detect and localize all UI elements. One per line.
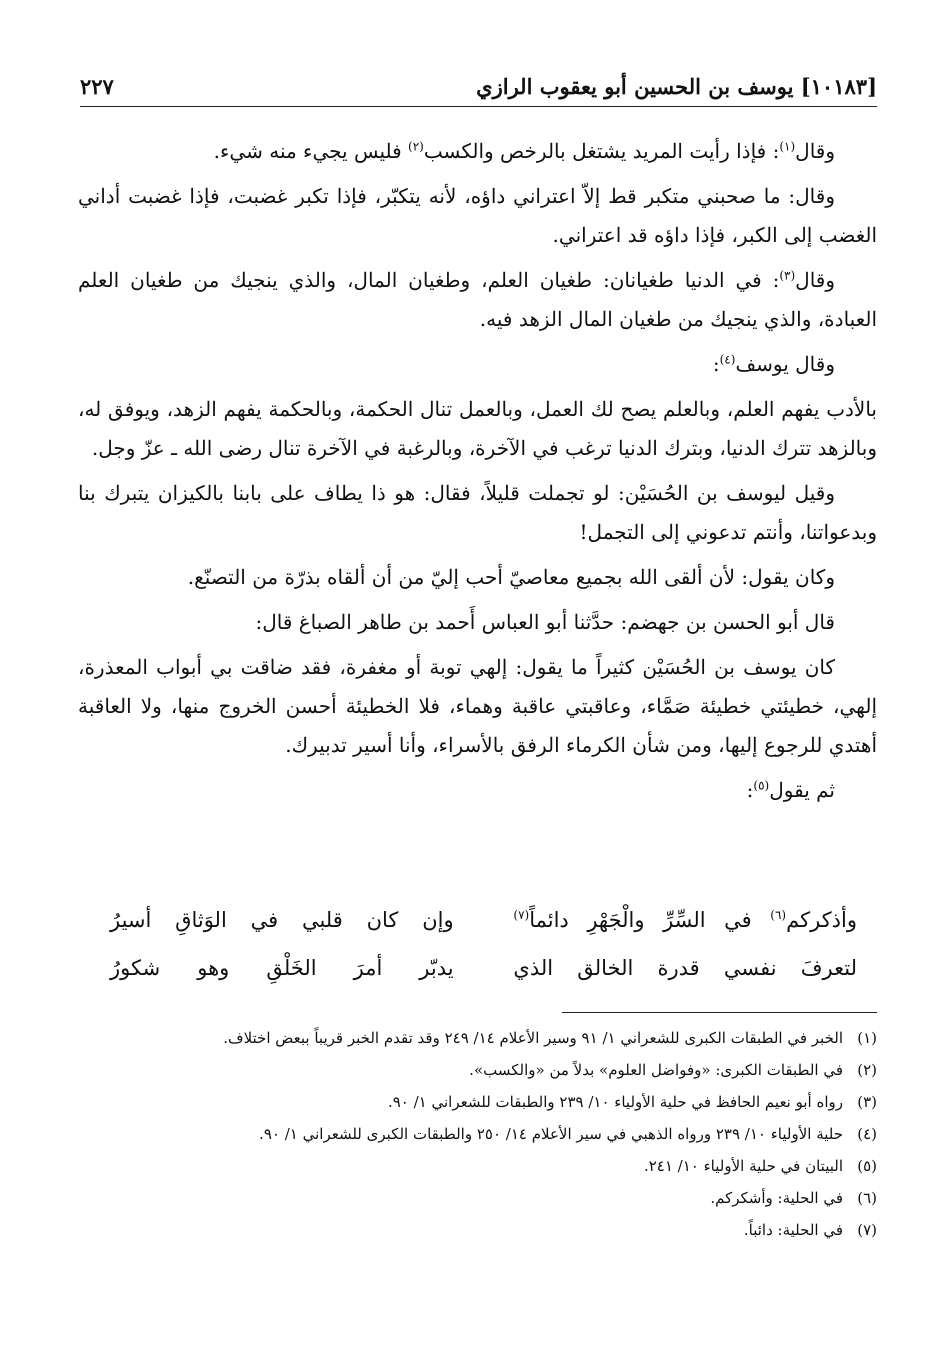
footnote-text: في الطبقات الكبرى: «وفواضل العلوم» بدلاً من «والكسب».: [469, 1061, 843, 1079]
footnote-ref-6: (٦): [770, 908, 787, 922]
paragraph-8: قال أبو الحسن بن جهضم: حدَّثنا أبو العباس أَحمد بن طاهر الصباغ قال:: [255, 610, 835, 634]
footnote-text: الخبر في الطبقات الكبرى للشعراني ١/ ٩١ وسير الأعلام ١٤/ ٢٤٩ وقد تقدم الخبر قريباً ببعض اختلاف.: [223, 1029, 843, 1047]
paragraph-7: وكان يقول: لأن ألقى الله بجميع معاصيّ أحب إليّ من أن ألقاه بذرّة من التصنّع.: [187, 565, 835, 589]
footnote-ref-5: (٥): [753, 778, 770, 793]
page-header: [80, 66, 877, 107]
verse-2-first-hemistich: لتعرفَ نفسي قدرة الخالق الذي: [513, 956, 857, 980]
footnote-text: رواه أبو نعيم الحافظ في حلية الأولياء ١٠/ ٢٣٩ والطبقات للشعراني ١/ ٩٠.: [387, 1093, 843, 1111]
paragraph-1: [78, 132, 877, 171]
text-run: : في الدنيا طغيانان: طغيان العلم، وطغيان المال، والذي ينجيك من طغيان العلم العبادة، والذي ينجيك من طغيان المال الزهد فيه.: [78, 268, 877, 331]
paragraph-6: وقيل ليوسف بن الحُسَيْن: لو تجملت قليلاً، فقال: هو ذا يطاف على بابنا بالكيزان يتبرك بنا وبدعواتنا، وأنتم تدعوني إلى التجمل!: [78, 481, 877, 544]
paragraph-10: [78, 771, 877, 810]
verse-1-first-hemistich: [513, 896, 857, 944]
footnote: [80, 1022, 877, 1054]
text-run: : فإذا رأيت المريد يشتغل بالرخص والكسب: [423, 139, 780, 163]
verse-2: [110, 944, 857, 992]
footnote-ref-2: (٢): [408, 139, 424, 154]
page-number: ٢٢٧: [80, 73, 114, 99]
footnote: [80, 1086, 877, 1118]
footnote-number: (٤): [857, 1125, 877, 1143]
text-run: وأذكركم: [786, 908, 857, 932]
text-run: في السِّرِّ والْجَهْرِ دائماً: [529, 908, 771, 932]
footnote: [80, 1118, 877, 1150]
text-run: ثم يقول: [769, 778, 835, 802]
footnote-text: في الحلية: وأشكركم.: [710, 1189, 843, 1207]
footnote: [80, 1214, 877, 1246]
text-run: :: [712, 352, 720, 376]
footnote-number: (١): [857, 1029, 877, 1047]
verse-1-second-hemistich: وإن كان قلبي في الوَثاقِ أسيرُ: [110, 908, 454, 932]
footnote: [80, 1054, 877, 1086]
paragraph-4: [78, 345, 877, 384]
verse-1: [110, 896, 857, 944]
footnote-number: (٧): [857, 1221, 877, 1239]
footnote: [80, 1150, 877, 1182]
footnote-text: حلية الأولياء ١٠/ ٢٣٩ ورواه الذهبي في سير الأعلام ١٤/ ٢٥٠ والطبقات الكبرى للشعراني ١/ ٩٠.: [259, 1125, 843, 1143]
footnote-ref-3: (٣): [779, 268, 796, 283]
poem: [110, 896, 857, 992]
footnote-number: (٦): [857, 1189, 877, 1207]
main-text: [78, 132, 877, 816]
footnote-text: في الحلية: دائباً.: [743, 1221, 843, 1239]
paragraph-3: [78, 261, 877, 339]
running-head: [١٠١٨٣] يوسف بن الحسين أبو يعقوب الرازي: [476, 73, 877, 99]
text-run: :: [746, 778, 754, 802]
footnote-text: البيتان في حلية الأولياء ١٠/ ٢٤١.: [643, 1157, 843, 1175]
footnote-ref-7: (٧): [513, 908, 530, 922]
paragraph-2: وقال: ما صحبني متكبر قط إلاّ اعتراني داؤه، لأنه يتكبّر، فإذا تكبر غضبت، فإذا غضبت أداني الغضب إلى الكبر، فإذا داؤه قد اعتراني.: [78, 184, 877, 247]
footnote: [80, 1182, 877, 1214]
footnotes: [80, 1022, 877, 1246]
footnote-number: (٢): [857, 1061, 877, 1079]
footnote-separator: [562, 1012, 877, 1013]
footnote-ref-1: (١): [779, 139, 796, 154]
footnote-number: (٥): [857, 1157, 877, 1175]
text-run: وقال: [795, 139, 835, 163]
text-run: وقال: [795, 268, 835, 292]
paragraph-9: كان يوسف بن الحُسَيْن كثيراً ما يقول: إلهي توبة أو مغفرة، فقد ضاقت بي أبواب المعذرة، إلهي، خطيئتي خطيئة صَمَّاء، وعاقبتي عاقبة وهماء، فلا الخطيئة أحسن الخروج منها، ولا العاقبة أهتدي للرجوع إليها، ومن شأن الكرماء الرفق بالأسراء، وأنا أسير تدبيرك.: [78, 655, 877, 757]
text-run: وقال يوسف: [735, 352, 835, 376]
footnote-number: (٣): [857, 1093, 877, 1111]
paragraph-5: بالأدب يفهم العلم، وبالعلم يصح لك العمل، وبالعمل تنال الحكمة، وبالحكمة يفهم الزهد، ويوفق له، وبالزهد تترك الدنيا، وبترك الدنيا ترغب في الآخرة، وبالرغبة في الآخرة تنال رضى الله ـ عزّ وجل.: [78, 397, 877, 460]
text-run: فليس يجيء منه شيء.: [213, 139, 409, 163]
footnote-ref-4: (٤): [719, 352, 736, 367]
verse-2-second-hemistich: يدبّر أمرَ الخَلْقِ وهو شكورُ: [110, 956, 454, 980]
